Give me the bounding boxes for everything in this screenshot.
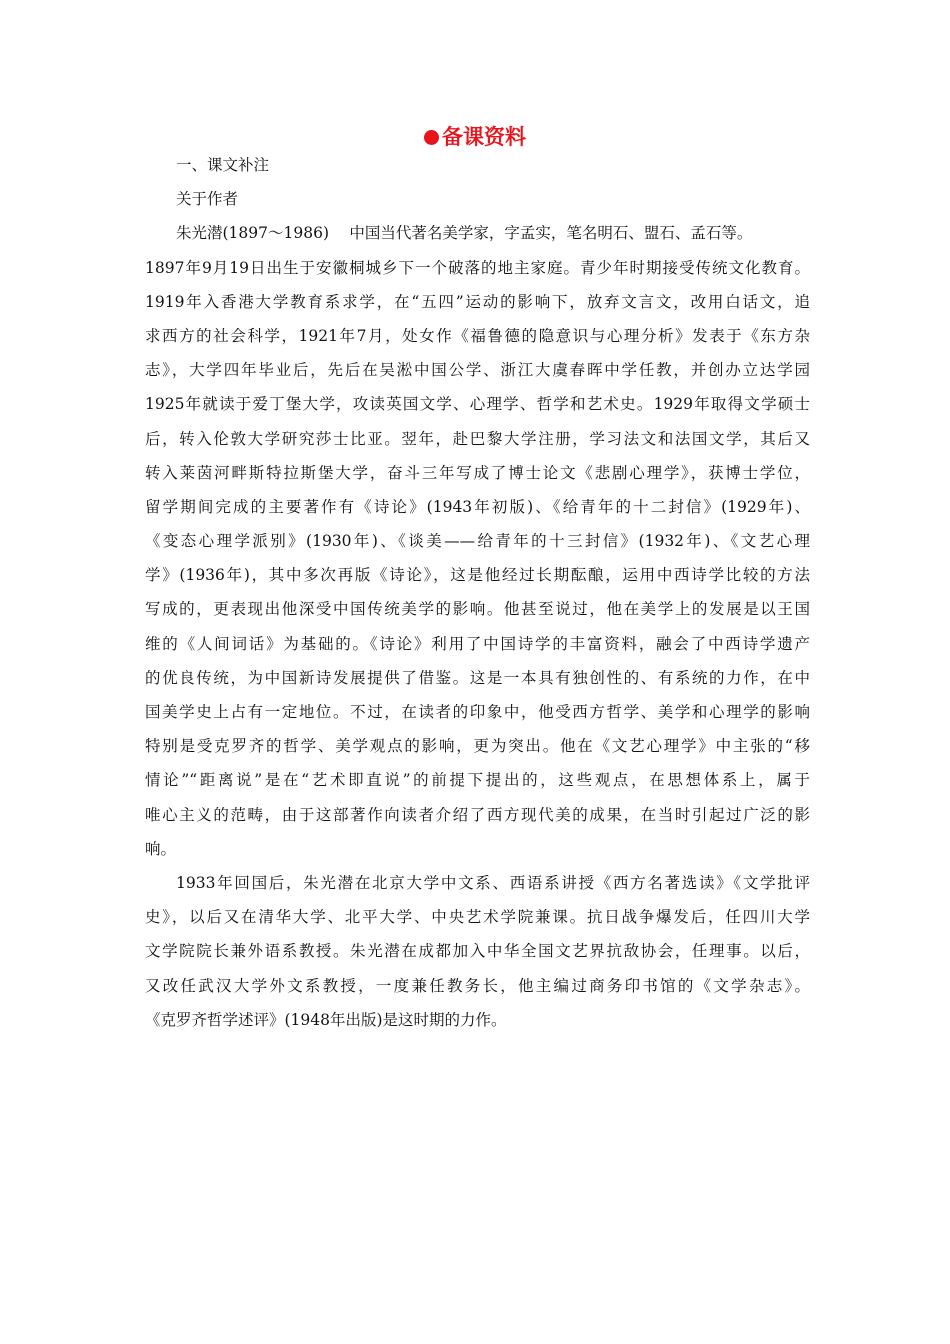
text-line: 求西方的社会科学，1921年7月，处女作《福鲁德的隐意识与心理分析》发表于《东方杂 [145, 326, 810, 345]
author-biography [145, 216, 810, 1037]
text-line: 1933年回国后，朱光潜在北京大学中文系、西语系讲授《西方名著选读》《文学批评 [176, 873, 810, 892]
document-body [145, 148, 810, 1037]
text-line: 维的《人间词话》为基础的。《诗论》利用了中国诗学的丰富资料，融会了中西诗学遗产 [145, 634, 810, 653]
text-line: 的优良传统，为中国新诗发展提供了借鉴。这是一本具有独创性的、有系统的力作，在中 [145, 668, 810, 687]
text-line: 史》，以后又在清华大学、北平大学、中央艺术学院兼课。抗日战争爆发后，任四川大学 [145, 908, 810, 927]
text-line: 写成的，更表现出他深受中国传统美学的影响。他甚至说过，他在美学上的发展是以王国 [145, 600, 810, 619]
text-line: 《克罗齐哲学述评》(1948年出版)是这时期的力作。 [145, 1010, 507, 1029]
text-line: 《变态心理学派别》(1930年)、《谈美——给青年的十三封信》(1932年)、《文艺心理 [145, 532, 810, 551]
page-title-text: 备课资料 [442, 124, 526, 149]
text-line: 国美学史上占有一定地位。不过，在读者的印象中，他受西方哲学、美学和心理学的影响 [145, 703, 810, 721]
text-line: 留学期间完成的主要著作有《诗论》(1943年初版)、《给青年的十二封信》(1929年)、 [145, 497, 810, 516]
text-line: 学》(1936年)，其中多次再版《诗论》，这是他经过长期酝酿，运用中西诗学比较的方法 [145, 566, 810, 585]
subheading: 关于作者 [176, 190, 239, 209]
text-line: 特别是受克罗齐的哲学、美学观点的影响，更为突出。他在《文艺心理学》中主张的“移 [145, 737, 810, 756]
text-line: 文学院院长兼外语系教授。朱光潜在成都加入中华全国文艺界抗敌协会，任理事。以后， [145, 942, 810, 961]
text-line: 唯心主义的范畴，由于这部著作向读者介绍了西方现代美的成果，在当时引起过广泛的影 [145, 805, 810, 824]
text-line: 响。 [145, 839, 177, 858]
text-line: 志》，大学四年毕业后，先后在吴淞中国公学、浙江大虞春晖中学任教，并创办立达学园 [145, 361, 810, 380]
text-line: 朱光潜(1897～1986) 中国当代著名美学家，字孟实，笔名明石、盟石、孟石等。 [176, 224, 753, 243]
text-line: 又改任武汉大学外文系教授，一度兼任教务长，他主编过商务印书馆的《文学杂志》。 [145, 976, 810, 995]
section-heading: 一、课文补注 [176, 156, 270, 174]
text-line: 情论”“距离说”是在“艺术即直说”的前提下提出的，这些观点，在思想体系上，属于 [145, 771, 810, 790]
text-line: 转入莱茵河畔斯特拉斯堡大学，奋斗三年写成了博士论文《悲剧心理学》，获博士学位， [145, 463, 810, 482]
text-line: 后，转入伦敦大学研究莎士比亚。翌年，赴巴黎大学注册，学习法文和法国文学，其后又 [145, 429, 810, 448]
text-line: 1925年就读于爱丁堡大学，攻读英国文学、心理学、哲学和艺术史。1929年取得文学硕士 [145, 395, 810, 414]
red-dot-icon [424, 130, 439, 145]
text-line: 1919年入香港大学教育系求学，在“五四”运动的影响下，放弃文言文，改用白话文，追 [145, 292, 810, 311]
text-line: 1897年9月19日出生于安徽桐城乡下一个破落的地主家庭。青少年时期接受传统文化教育。 [145, 258, 810, 277]
